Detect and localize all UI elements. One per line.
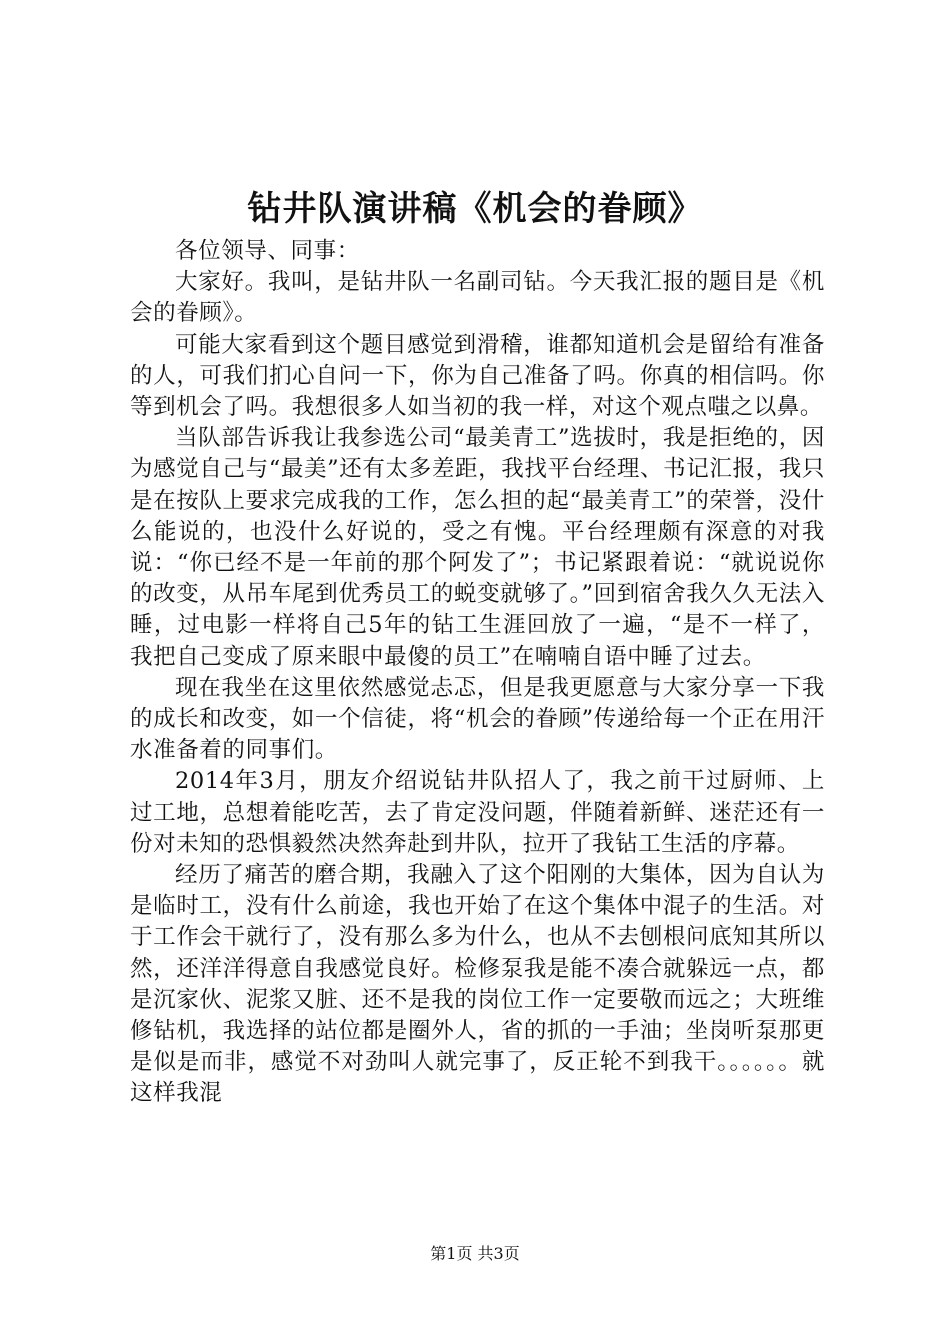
paragraph: 可能大家看到这个题目感觉到滑稽，谁都知道机会是留给有准备的人，可我们扪心自问一下，你为自己准备了吗。你真的相信吗。你等到机会了吗。我想很多人如当初的我一样，对这个观点嗤之以鼻。	[130, 331, 825, 421]
paragraph: 现在我坐在这里依然感觉忐忑，但是我更愿意与大家分享一下我的成长和改变，如一个信徒，将“机会的眷顾”传递给每一个正在用汗水准备着的同事们。	[130, 674, 825, 764]
document-body	[130, 236, 825, 1110]
paragraph: 大家好。我叫，是钻井队一名副司钻。今天我汇报的题目是《机会的眷顾》。	[130, 269, 825, 327]
paragraph: 当队部告诉我让我参选公司“最美青工”选拔时，我是拒绝的，因为感觉自己与“最美”还有太多差距，我找平台经理、书记汇报，我只是在按队上要求完成我的工作，怎么担的起“最美青工”的荣誉，没什么能说的，也没什么好说的，受之有愧。平台经理颇有深意的对我说：“你已经不是一年前的那个阿发了”；书记紧跟着说：“就说说你的改变，从吊车尾到优秀员工的蜕变就够了。”回到宿舍我久久无法入睡，过电影一样将自己5年的钻工生涯回放了一遍，“是不一样了，我把自己变成了原来眼中最傻的员工”在喃喃自语中睡了过去。	[130, 425, 825, 670]
paragraph: 经历了痛苦的磨合期，我融入了这个阳刚的大集体，因为自认为是临时工，没有什么前途，我也开始了在这个集体中混子的生活。对于工作会干就行了，没有那么多为什么，也从不去刨根问底知其所以然，还洋洋得意自我感觉良好。检修泵我是能不凑合就躲远一点，都是沉家伙、泥浆又脏、还不是我的岗位工作一定要敬而远之；大班维修钻机，我选择的站位都是圈外人，省的抓的一手油；坐岗听泵那更是似是而非，感觉不对劲叫人就完事了，反正轮不到我干。。。。。。就这样我混	[130, 862, 825, 1107]
paragraph-salutation: 各位领导、同事：	[175, 238, 360, 264]
document-title: 钻井队演讲稿《机会的眷顾》	[247, 189, 703, 229]
page-footer: 第1页 共3页	[430, 1244, 520, 1263]
paragraph: 2014年3月，朋友介绍说钻井队招人了，我之前干过厨师、上过工地，总想着能吃苦，去了肯定没问题，伴随着新鲜、迷茫还有一份对未知的恐惧毅然决然奔赴到井队，拉开了我钻工生活的序幕。	[130, 768, 825, 857]
